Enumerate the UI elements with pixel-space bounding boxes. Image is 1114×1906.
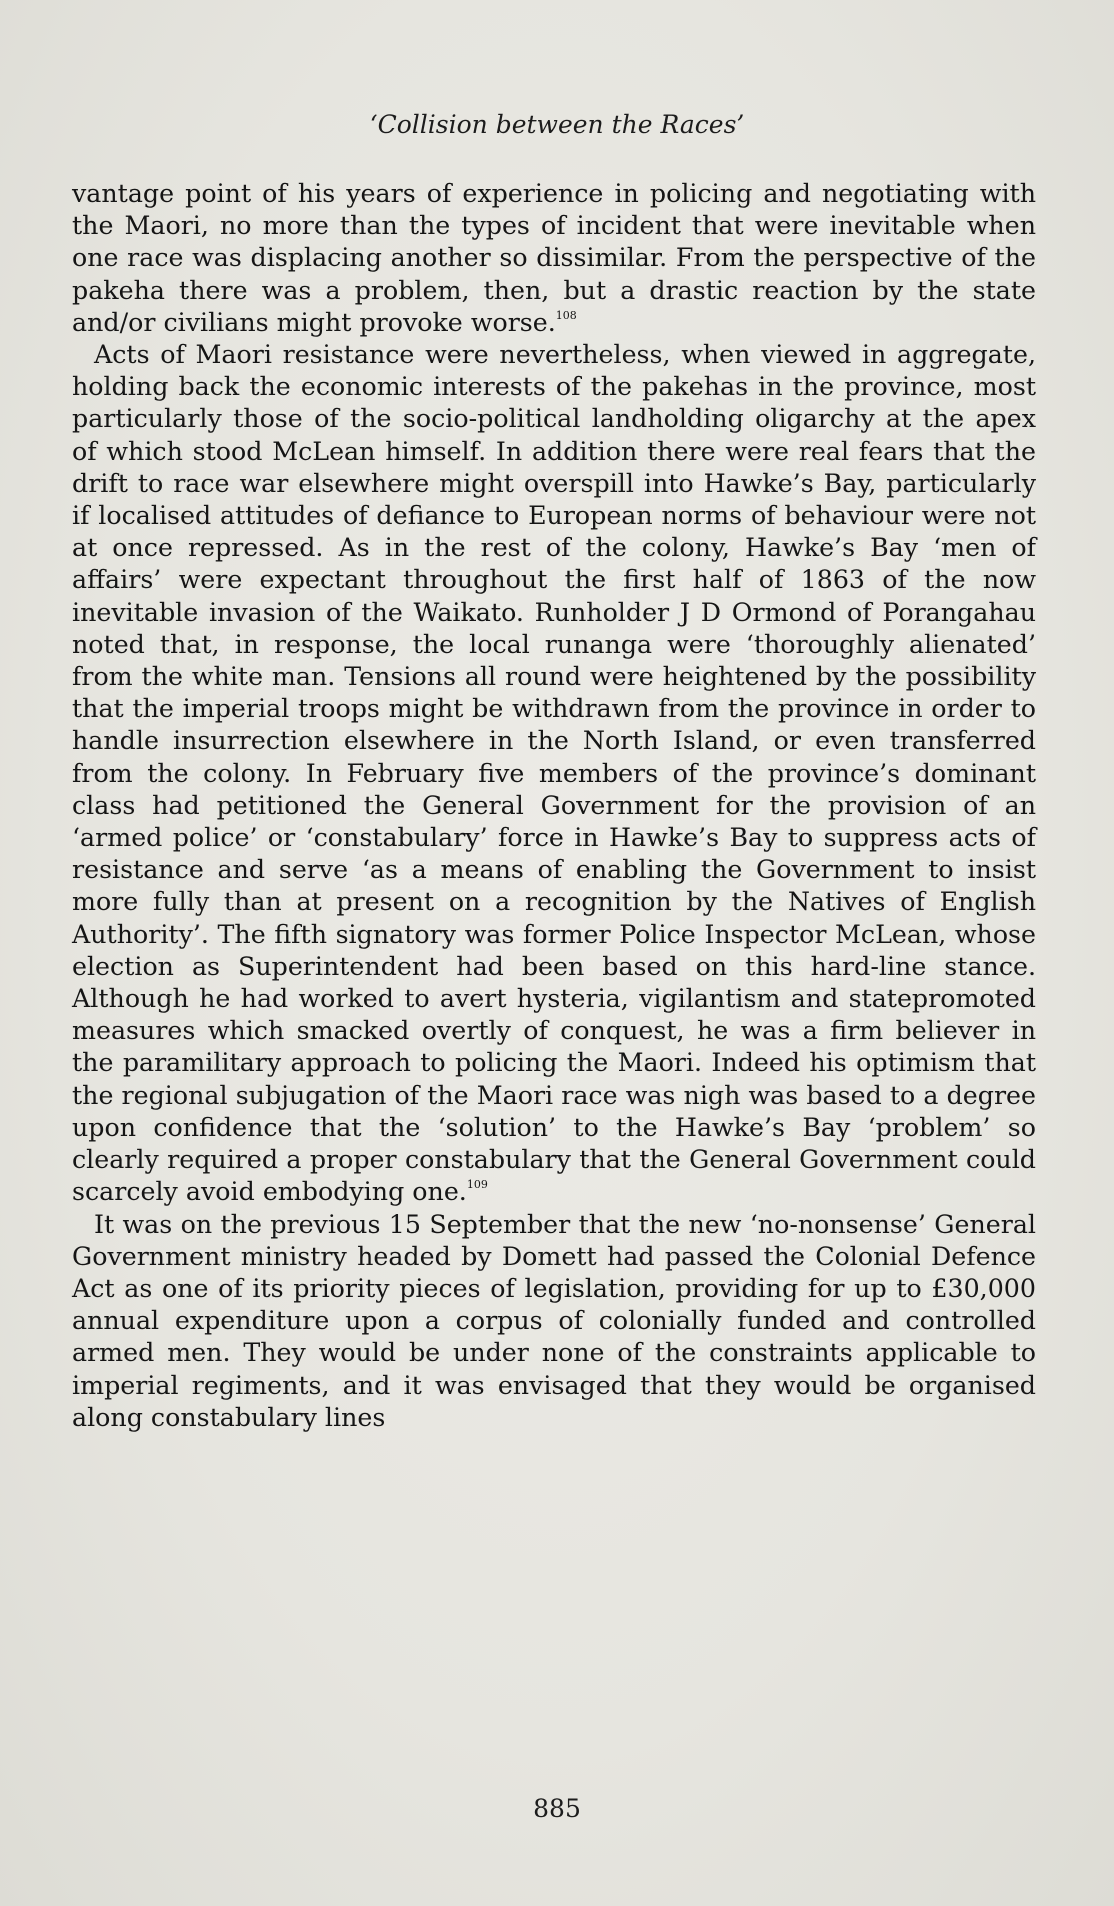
paragraph-2 bbox=[72, 339, 1036, 1208]
footnote-marker-108: 108 bbox=[555, 308, 577, 322]
page-number: 885 bbox=[533, 1794, 581, 1823]
footnote-marker-109: 109 bbox=[466, 1178, 488, 1192]
paragraph-2-text: Acts of Maori resistance were nevertheless, when viewed in aggregate, holding back the economic interests of the pakehas in the province, most particularly those of the socio-political landholding oligarchy at the apex of which stood McLean himself. In addition there were real fears that the drift to race war elsewhere might overspill into Hawke’s Bay, particularly if localised attitudes of defiance to European norms of behaviour were not at once repressed. As in the rest of the colony, Hawke’s Bay ‘men of affairs’ were expectant throughout the first half of 1863 of the now inevitable invasion of the Waikato. Runholder J D Ormond of Porangahau noted that, in response, the local runanga were ‘thoroughly alienated’ from the white man. Tensions all round were heightened by the possibility that the imperial troops might be withdrawn from the province in order to handle insurrection elsewhere in the North Island, or even transferred from the colony. In February five members of the province’s dominant class had petitioned the General Government for the provision of an ‘armed police’ or ‘constabulary’ force in Hawke’s Bay to suppress acts of resistance and serve ‘as a means of enabling the Government to insist more fully than at present on a recognition by the Natives of English Authority’. The fifth signatory was former Police Inspector McLean, whose election as Superintendent had been based on this hard-line stance. Although he had worked to avert hysteria, vigilantism and statepromoted measures which smacked overtly of conquest, he was a firm believer in the paramilitary approach to policing the Maori. Indeed his optimism that the regional subjugation of the Maori race was nigh was based to a degree upon confidence that the ‘solution’ to the Hawke’s Bay ‘problem’ so clearly required a proper constabulary that the General Government could scarcely avoid embodying one. bbox=[72, 340, 1036, 1207]
body-text bbox=[72, 178, 1036, 1434]
paragraph-3-text: It was on the previous 15 September that the new ‘no-nonsense’ General Government ministry headed by Domett had passed the Colonial Defence Act as one of its priority pieces of legislation, providing for up to £30,000 annual expenditure upon a corpus of colonially funded and controlled armed men. They would be under none of the constraints applicable to imperial regiments, and it was envisaged that they would be organised along constabulary lines bbox=[72, 1209, 1036, 1432]
paragraph-1-text: vantage point of his years of experience in policing and negotiating with the Maori, no more than the types of incident that were inevitable when one race was displacing another so dissimilar. From the perspective of the pakeha there was a problem, then, but a drastic reaction by the state and/or civilians might provoke worse. bbox=[72, 179, 1036, 337]
paragraph-3 bbox=[72, 1209, 1036, 1434]
running-head: ‘Collision between the Races’ bbox=[369, 110, 745, 139]
paragraph-1 bbox=[72, 178, 1036, 339]
